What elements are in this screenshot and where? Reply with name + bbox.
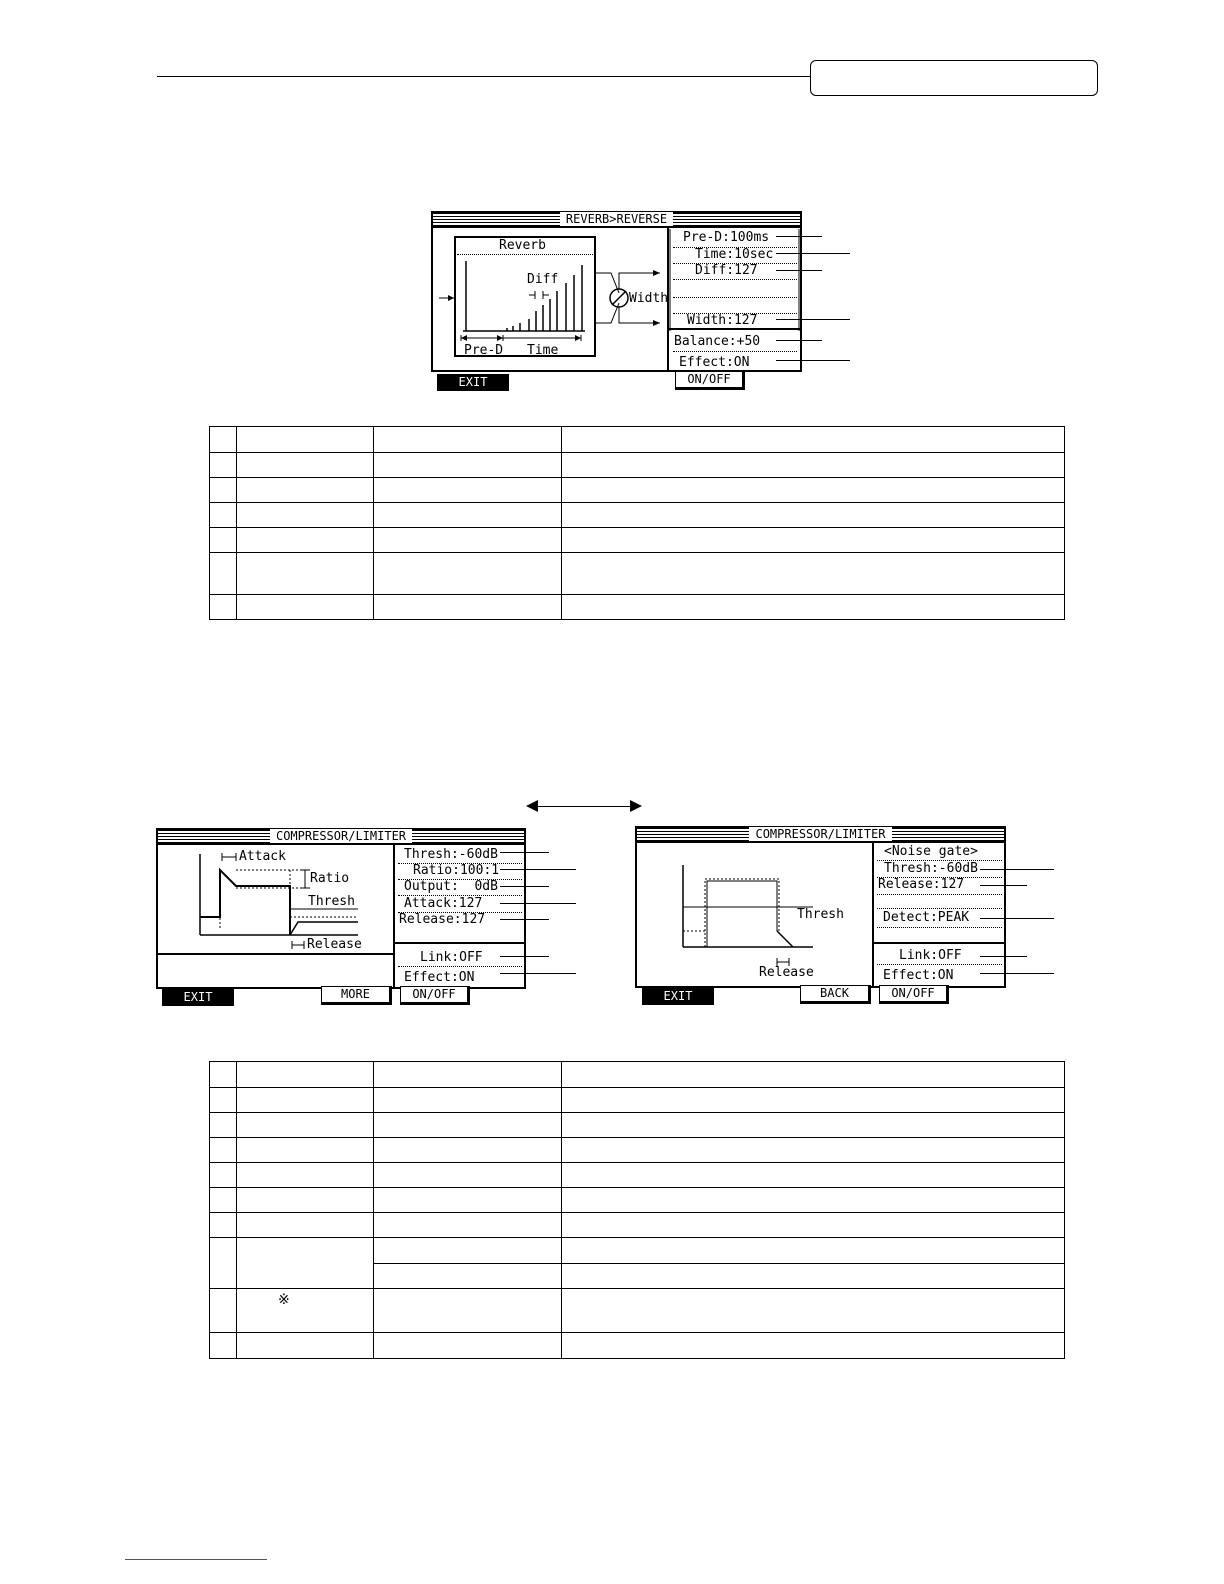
comp1-attack-label: Attack bbox=[239, 849, 286, 864]
comp1-param-release[interactable]: Release:127 bbox=[399, 912, 486, 927]
comp1-more-button[interactable]: MORE bbox=[321, 986, 392, 1005]
comp1-param-thresh[interactable]: Thresh:-60dB bbox=[404, 847, 498, 862]
comp2-thresh-label: Thresh bbox=[797, 907, 844, 922]
comp1-param-output[interactable]: Output: 0dB bbox=[404, 879, 498, 894]
comp2-noise-gate: <Noise gate> bbox=[884, 844, 978, 859]
comp1-thresh-label: Thresh bbox=[308, 894, 355, 909]
param-time[interactable]: Time:10sec bbox=[695, 247, 774, 262]
comp1-title: COMPRESSOR/LIMITER bbox=[158, 830, 524, 845]
reverb-diff-label: Diff bbox=[527, 272, 559, 287]
comp-lcd-1 bbox=[156, 828, 526, 989]
param-width[interactable]: Width:127 bbox=[687, 313, 758, 328]
comp1-ratio-label: Ratio bbox=[310, 871, 350, 886]
compressor-param-table bbox=[209, 1061, 1065, 1359]
reverb-pred-label: Pre-D bbox=[464, 343, 504, 358]
note-mark: ※ bbox=[278, 1292, 290, 1308]
comp1-param-effect[interactable]: Effect:ON bbox=[404, 970, 475, 985]
reverb-param-table bbox=[209, 426, 1065, 620]
reverb-lcd-title: REVERB>REVERSE bbox=[433, 213, 800, 228]
reverb-graph-title: Reverb bbox=[499, 238, 546, 253]
param-diff[interactable]: Diff:127 bbox=[695, 263, 758, 278]
param-pred[interactable]: Pre-D:100ms bbox=[683, 230, 770, 245]
reverb-lcd bbox=[431, 211, 802, 372]
comp1-param-attack[interactable]: Attack:127 bbox=[404, 896, 483, 911]
comp2-release-label: Release bbox=[759, 965, 814, 980]
comp1-param-link[interactable]: Link:OFF bbox=[420, 950, 483, 965]
reverb-time-label: Time bbox=[527, 343, 559, 358]
comp2-title: COMPRESSOR/LIMITER bbox=[637, 828, 1004, 843]
double-arrow-icon bbox=[524, 799, 646, 815]
comp2-param-thresh[interactable]: Thresh:-60dB bbox=[884, 861, 978, 876]
header-rule bbox=[157, 76, 810, 77]
footer-link[interactable] bbox=[125, 1559, 267, 1560]
comp2-back-button[interactable]: BACK bbox=[800, 985, 871, 1004]
comp1-onoff-button[interactable]: ON/OFF bbox=[400, 986, 470, 1005]
comp1-exit-button[interactable]: EXIT bbox=[162, 989, 234, 1006]
comp2-param-effect[interactable]: Effect:ON bbox=[883, 968, 954, 983]
reverb-width-label: Width bbox=[629, 291, 669, 306]
comp2-exit-button[interactable]: EXIT bbox=[642, 988, 714, 1005]
comp2-param-link[interactable]: Link:OFF bbox=[899, 948, 962, 963]
param-effect[interactable]: Effect:ON bbox=[679, 355, 750, 370]
reverb-onoff-button[interactable]: ON/OFF bbox=[675, 371, 745, 390]
comp2-param-release[interactable]: Release:127 bbox=[878, 877, 965, 892]
comp2-onoff-button[interactable]: ON/OFF bbox=[879, 985, 949, 1004]
comp2-param-detect[interactable]: Detect:PEAK bbox=[883, 910, 970, 925]
param-balance[interactable]: Balance:+50 bbox=[674, 334, 761, 349]
comp1-param-ratio[interactable]: Ratio:100:1 bbox=[413, 863, 500, 878]
reverb-exit-button[interactable]: EXIT bbox=[437, 374, 509, 391]
header-box bbox=[810, 60, 1098, 96]
comp-lcd-2 bbox=[635, 826, 1006, 988]
comp1-release-label: Release bbox=[307, 937, 362, 952]
